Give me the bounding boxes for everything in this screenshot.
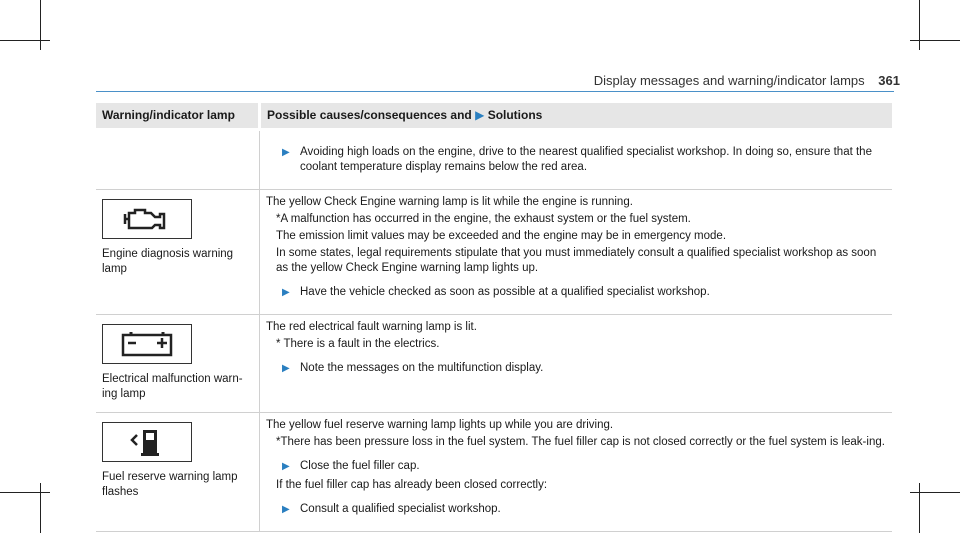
col2-header-label: Possible causes/consequences and (267, 108, 472, 122)
lamp-name: Electrical malfunction warn-ing lamp (102, 373, 243, 400)
table-row (96, 190, 892, 315)
lamp-name: Engine diagnosis warning lamp (102, 248, 234, 275)
table-row (96, 315, 892, 413)
step-arrow-icon: ▶ (282, 363, 290, 374)
crop-mark (40, 483, 41, 533)
step-text: Avoiding high loads on the engine, drive to the nearest qualified specialist workshop. In doing so, ensure that the coolant temperature display remains below the red area. (300, 146, 872, 173)
step-arrow-icon: ▶ (282, 147, 290, 158)
solution-step (282, 459, 886, 474)
solution-step (282, 502, 886, 517)
step-text: Close the fuel filler cap. (300, 460, 420, 472)
step-arrow-icon: ▶ (282, 461, 290, 472)
cause: * There is a fault in the electrics. (276, 338, 440, 350)
solution-step (282, 145, 886, 175)
fuel-pump-icon (102, 422, 192, 462)
row2-text (260, 315, 893, 413)
step-arrow-icon: ▶ (282, 287, 290, 298)
lamp-cell (96, 413, 260, 532)
description: If the fuel filler cap has already been closed correctly: (276, 479, 548, 491)
row0-text (260, 130, 893, 190)
description: In some states, legal requirements stipulate that you must immediately consult a qualified specialist workshop as soon as the yellow Check Engine warning lamp lights up. (276, 247, 877, 274)
crop-mark (919, 0, 920, 50)
page-header (594, 73, 900, 88)
check-engine-icon (102, 199, 192, 239)
row3-text (260, 413, 893, 532)
battery-icon (102, 324, 192, 364)
lamp-cell (96, 190, 260, 315)
cause: *A malfunction has occurred in the engine, the exhaust system or the fuel system. (276, 213, 691, 225)
table-header-row (96, 103, 892, 130)
row1-text (260, 190, 893, 315)
cause: *There has been pressure loss in the fuel system. The fuel filler cap is not closed correctly or the fuel system is leak-ing. (276, 436, 885, 448)
col1-header: Warning/indicator lamp (96, 103, 260, 130)
table-row (96, 130, 892, 190)
description: The red electrical fault warning lamp is lit. (266, 321, 477, 333)
crop-mark (40, 0, 41, 50)
header-rule (96, 91, 894, 92)
solution-step (282, 361, 886, 376)
crop-mark (910, 492, 960, 493)
step-text: Consult a qualified specialist workshop. (300, 503, 501, 515)
table-row (96, 413, 892, 532)
warning-lamp-table (96, 103, 892, 532)
lamp-cell (96, 315, 260, 413)
empty-cell (96, 130, 260, 190)
crop-mark (919, 483, 920, 533)
crop-mark (0, 40, 50, 41)
header-title: Display messages and warning/indicator lamps (593, 73, 865, 88)
solution-step (282, 285, 886, 300)
col2-header-solutions: Solutions (487, 108, 543, 122)
step-arrow-icon: ▶ (282, 504, 290, 515)
solutions-arrow-icon: ▶ (475, 108, 485, 122)
step-text: Note the messages on the multifunction display. (300, 362, 544, 374)
lamp-name: Fuel reserve warning lamp flashes (102, 471, 238, 498)
step-text: Have the vehicle checked as soon as possible at a qualified specialist workshop. (300, 286, 710, 298)
page-number: 361 (878, 73, 900, 88)
description: The yellow Check Engine warning lamp is lit while the engine is running. (266, 196, 633, 208)
crop-mark (0, 492, 50, 493)
description: The emission limit values may be exceeded and the engine may be in emergency mode. (276, 230, 727, 242)
col2-header (260, 103, 893, 130)
crop-mark (910, 40, 960, 41)
description: The yellow fuel reserve warning lamp lights up while you are driving. (266, 419, 614, 431)
